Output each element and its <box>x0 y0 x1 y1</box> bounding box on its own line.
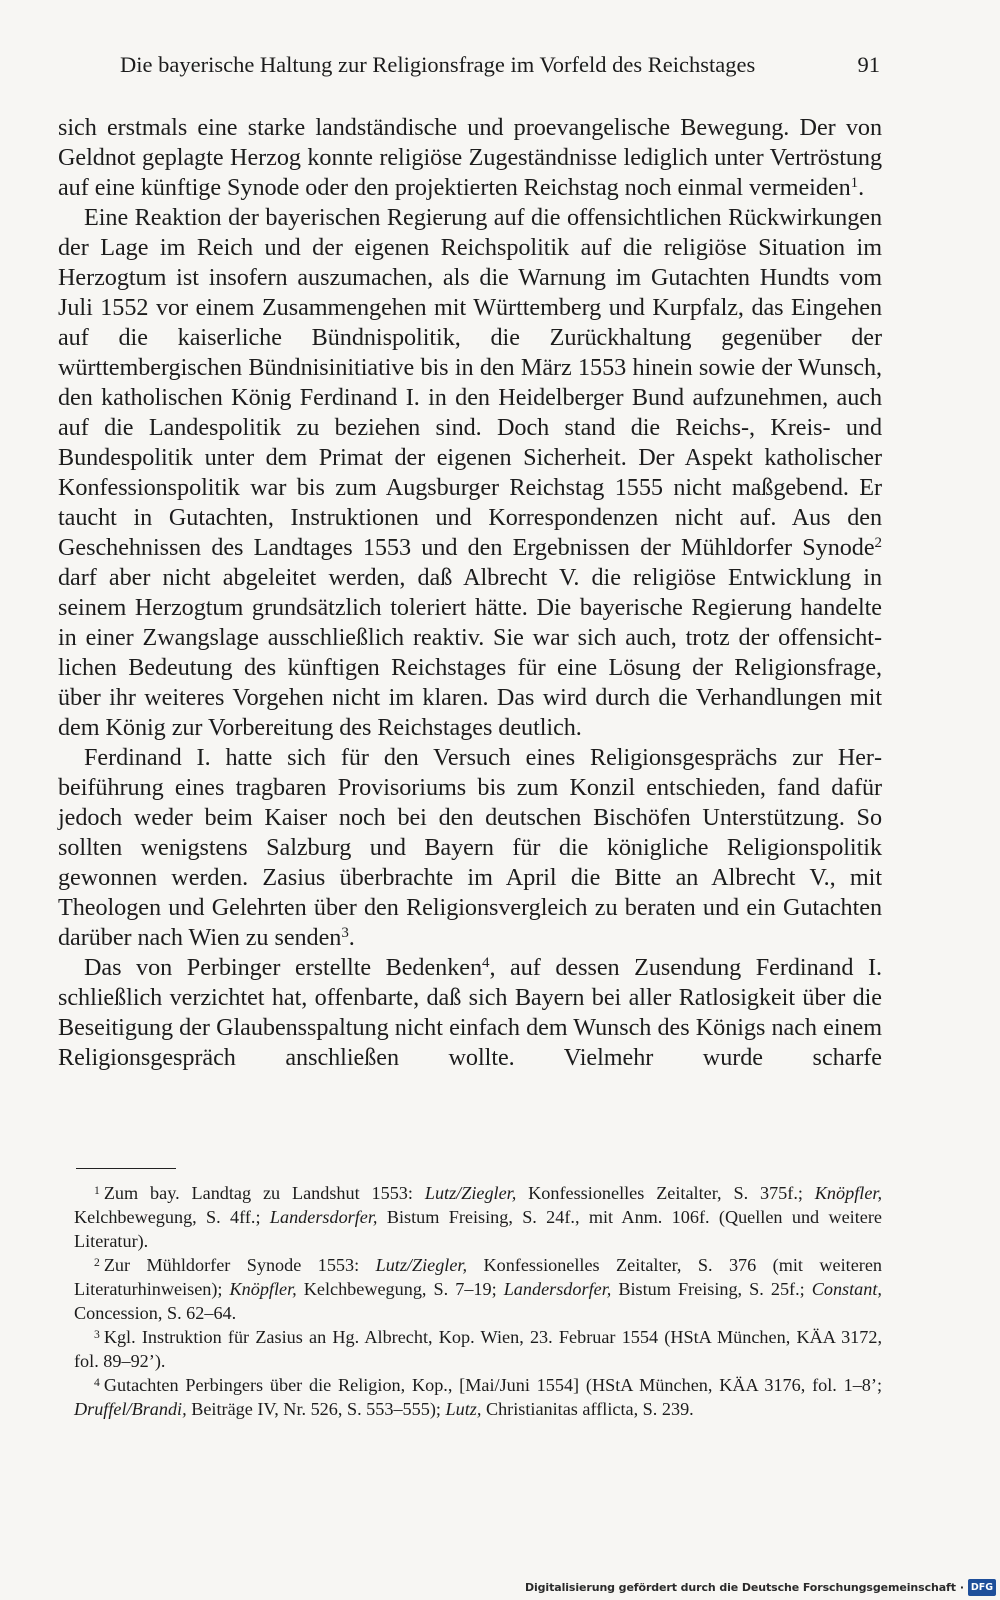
footnote-4-author: Lutz, <box>445 1399 482 1419</box>
footnote-3-text: Kgl. Instruktion für Zasius an Hg. Albrecht, Kop. Wien, 23. Februar 1554 (HStA München, KÄA 3172, fol. 89–92’). <box>74 1327 882 1371</box>
footnote-4 <box>74 1373 882 1421</box>
footnote-4-text: Gutachten Perbingers über die Religion, Kop., [Mai/Juni 1554] (HStA München, KÄA 3176, fol. 1–8’; <box>103 1375 882 1395</box>
footnote-4-text: Beiträge IV, Nr. 526, S. 553–555); <box>186 1399 446 1419</box>
footnote-2-text: Bistum Freising, S. 25f.; <box>611 1279 812 1299</box>
footnote-1-text: Kelchbewegung, S. 4ff.; <box>74 1207 270 1227</box>
paragraph-2-part-b: darf aber nicht abgeleitet werden, daß Albrecht V. die religiöse Entwicklung in seinem Herzogtum grundsätzlich toleriert hätte. Die bayerische Regierung handelte in einer Zwangslage ausschließlich reaktiv. Sie war sich auch, trotz der offensichtlichen Bedeutung des künftigen Reichstages für eine Lösung der Religionsfrage, über ihr weiteres Vorgehen nicht im klaren. Das wird durch die Verhandlungen mit dem König zur Vorbereitung des Reichstages deutlich. <box>58 564 882 741</box>
footnote-ref-3: 3 <box>341 924 349 941</box>
footnote-1-text: Zum bay. Landtag zu Landshut 1553: <box>103 1183 425 1203</box>
footnote-ref-2: 2 <box>874 534 882 551</box>
footnote-1-author: Landersdorfer, <box>269 1207 378 1227</box>
footnote-2-author: Knöpfler, <box>229 1279 297 1299</box>
footnote-1 <box>74 1181 882 1253</box>
footnote-ref-4: 4 <box>481 954 490 971</box>
footnote-2-text: Zur Mühldorfer Synode 1553: <box>103 1255 376 1275</box>
footnote-2-author: Constant, <box>811 1279 882 1299</box>
footnote-2-author: Lutz/Ziegler, <box>375 1255 468 1275</box>
footnote-2-author: Landersdorfer, <box>503 1279 612 1299</box>
dfg-logo-icon: DFG <box>968 1579 996 1596</box>
footnote-4-text: Christianitas afflicta, S. 239. <box>481 1399 694 1419</box>
footnote-4-author: Druffel/Brandi, <box>74 1399 187 1419</box>
paragraph-1 <box>58 113 882 203</box>
credit-separator: · <box>959 1580 964 1594</box>
footnote-2-text: Kelchbewegung, S. 7–19; <box>296 1279 504 1299</box>
credit-text: Digitalisierung gefördert durch die Deutsche Forschungsgemeinschaft <box>524 1580 956 1594</box>
paragraph-3-tail: . <box>348 924 355 951</box>
footnote-2 <box>74 1253 882 1325</box>
footnote-2-number: 2 <box>94 1255 100 1269</box>
paragraph-1-tail: . <box>858 174 865 201</box>
footnote-1-author: Lutz/Ziegler, <box>424 1183 517 1203</box>
footnote-4-number: 4 <box>94 1375 100 1389</box>
footnotes <box>74 1181 882 1421</box>
paragraph-3 <box>58 743 882 953</box>
paragraph-2 <box>58 203 882 743</box>
footnote-2-text: Konfessionelles Zeitalter, S. 376 (mit weiteren Literaturhinweisen); <box>74 1255 883 1299</box>
paragraph-3-text: Ferdinand I. hatte sich für den Versuch eines Religionsgesprächs zur Herbeiführung eines tragbaren Provisoriums bis zum Konzil entschieden, fand dafür jedoch weder beim Kaiser noch bei den deutschen Bischöfen Unterstützung. So sollten wenigstens Salzburg und Bayern für die königliche Religionspolitik gewonnen werden. Zasius überbrachte im April die Bitte an Albrecht V., mit Theologen und Gelehrten über den Religionsvergleich zu beraten und ein Gutachten darüber nach Wien zu senden <box>58 744 882 951</box>
footnote-rule <box>76 1168 176 1169</box>
body-text <box>58 113 882 1073</box>
running-title: Die bayerische Haltung zur Religionsfrage im Vorfeld des Reichstages <box>120 52 756 77</box>
digitization-credit <box>525 1576 996 1598</box>
footnote-ref-1: 1 <box>850 174 859 191</box>
footnote-2-text: Concession, S. 62–64. <box>74 1303 237 1323</box>
footnote-3-number: 3 <box>94 1327 100 1341</box>
footnote-1-text: Konfessionelles Zeitalter, S. 375f.; <box>516 1183 815 1203</box>
paragraph-1-text: sich erstmals eine starke landständische und proevangelische Bewegung. Der von Geldnot geplagte Herzog konnte religiöse Zugeständnisse lediglich unter Vertröstung auf eine künftige Synode oder den projektierten Reichstag noch einmal vermeiden <box>58 114 882 201</box>
footnote-3 <box>74 1325 882 1373</box>
paragraph-4 <box>58 953 882 1073</box>
footnote-1-text: Bistum Freising, S. 24f., mit Anm. 106f. (Quellen und weitere Literatur). <box>74 1207 882 1251</box>
paragraph-2-part-a: Eine Reaktion der bayerischen Regierung auf die offensichtlichen Rückwirkungen der Lage im Reich und der eigenen Reichspolitik auf die religiöse Situation im Herzogtum ist insofern auszumachen, als die Warnung im Gutachten Hundts vom Juli 1552 vor einem Zusammengehen mit Württemberg und Kurpfalz, das Eingehen auf die kaiserliche Bündnispolitik, die Zurückhaltung gegenüber der württembergischen Bündnisinitiative bis in den März 1553 hinein sowie der Wunsch, den katholischen König Ferdinand I. in den Heidelberger Bund aufzunehmen, auch auf die Landespolitik zu beziehen sind. Doch stand die Reichs-, Kreis- und Bundespolitik unter dem Primat der eigenen Sicherheit. Der Aspekt katholischer Konfessionspolitik war bis zum Augsburger Reichstag 1555 nicht maßgebend. Er taucht in Gutachten, Instruktionen und Korrespondenzen nicht auf. Aus den Geschehnissen des Landtages 1553 und den Ergebnissen der Mühldorfer Synode <box>58 204 882 561</box>
paragraph-4-part-b: , auf dessen Zusendung Ferdinand I. schließlich verzichtet hat, offenbarte, daß sich Bayern bei aller Ratlosigkeit über die Beseitigung der Glaubensspaltung nicht einfach dem Wunsch des Königs nach einem Religionsgespräch anschließen wollte. Vielmehr wurde scharfe <box>58 954 882 1071</box>
page-number: 91 <box>857 52 880 77</box>
footnote-1-author: Knöpfler, <box>814 1183 882 1203</box>
footnote-1-number: 1 <box>94 1183 100 1197</box>
paragraph-4-part-a: Das von Perbinger erstellte Bedenken <box>84 954 482 981</box>
